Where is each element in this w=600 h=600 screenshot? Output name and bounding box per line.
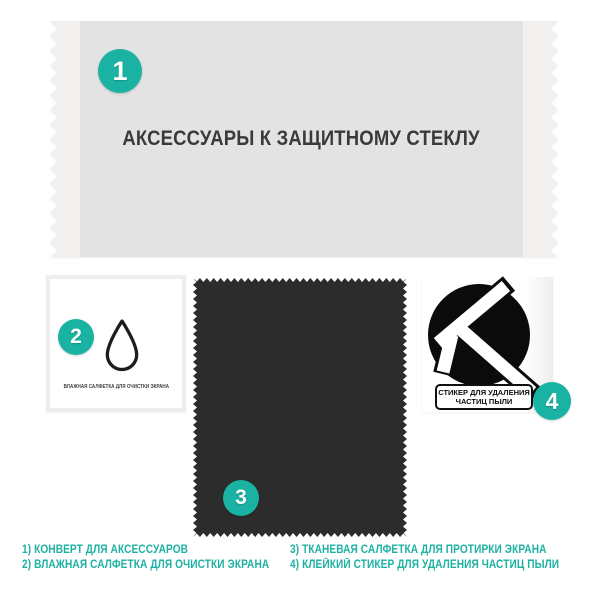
legend-item-3: 3) ТКАНЕВАЯ САЛФЕТКА ДЛЯ ПРОТИРКИ ЭКРАНА bbox=[290, 544, 547, 556]
legend-item-2: 2) ВЛАЖНАЯ САЛФЕТКА ДЛЯ ОЧИСТКИ ЭКРАНА bbox=[22, 559, 270, 571]
legend-column-right bbox=[290, 543, 596, 573]
legend-column-left bbox=[22, 543, 303, 573]
callout-badge-3: 3 bbox=[223, 480, 259, 516]
callout-badge-2: 2 bbox=[58, 319, 94, 355]
envelope-title: АКСЕССУАРЫ К ЗАЩИТНОМУ СТЕКЛУ bbox=[122, 127, 481, 150]
legend-item-1: 1) КОНВЕРТ ДЛЯ АКСЕССУАРОВ bbox=[22, 544, 189, 556]
callout-badge-4: 4 bbox=[533, 382, 571, 420]
wet-wipe-caption: ВЛАЖНАЯ САЛФЕТКА ДЛЯ ОЧИСТКИ ЭКРАНА bbox=[63, 384, 169, 390]
sticker-label-line1: СТИКЕР ДЛЯ УДАЛЕНИЯ bbox=[438, 388, 530, 397]
sticker-label bbox=[435, 384, 533, 410]
sticker-label-line2: ЧАСТИЦ ПЫЛИ bbox=[455, 397, 513, 406]
legend-item-4: 4) КЛЕЙКИЙ СТИКЕР ДЛЯ УДАЛЕНИЯ ЧАСТИЦ ПЫЛИ bbox=[290, 559, 560, 571]
water-drop-icon bbox=[100, 316, 144, 376]
callout-badge-1: 1 bbox=[98, 49, 142, 93]
